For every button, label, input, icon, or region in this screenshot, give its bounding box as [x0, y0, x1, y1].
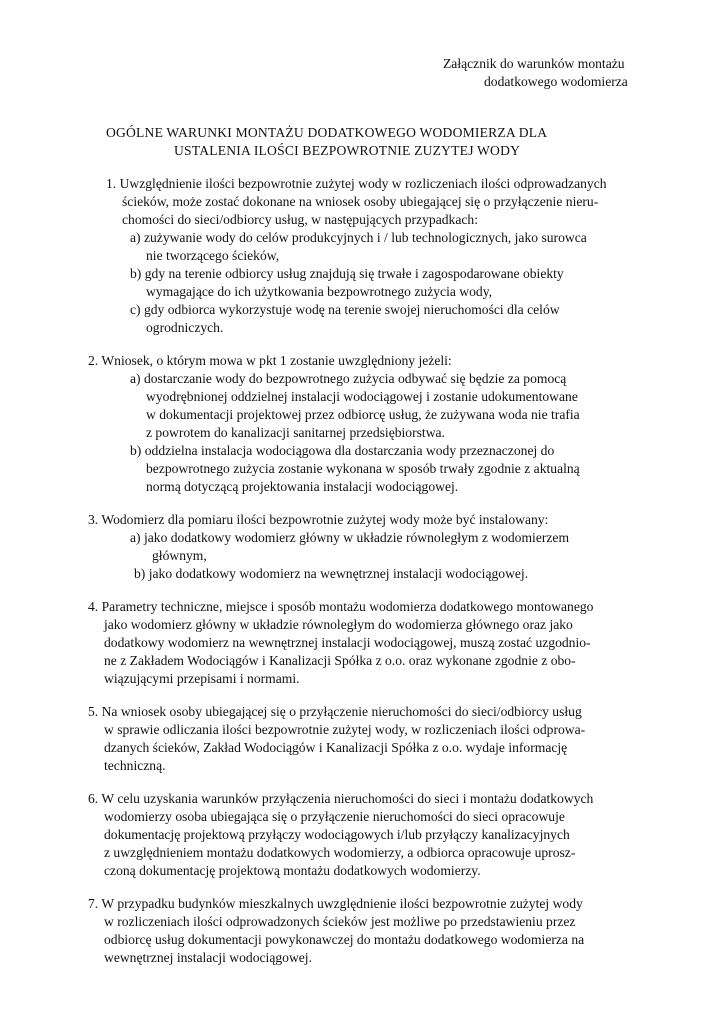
section-2-item-a: z powrotem do kanalizacji sanitarnej przedsiębiorstwa. [146, 425, 445, 440]
document-title-line-2: USTALENIA ILOŚCI BEZPOWROTNIE ZUZYTEJ WODY [174, 143, 521, 158]
section-2-item-a: a) dostarczanie wody do bezpowrotnego zużycia odbywać się będzie za pomocą [130, 371, 567, 386]
section-5-line: techniczną. [104, 758, 166, 773]
section-4-line: 4. Parametry techniczne, miejsce i sposób montażu wodomierza dodatkowego montowanego [88, 599, 594, 614]
section-3-line: 3. Wodomierz dla pomiaru ilości bezpowrotnie zużytej wody może być instalowany: [88, 512, 549, 527]
section-2-line: 2. Wniosek, o którym mowa w pkt 1 zostanie uwzględniony jeżeli: [88, 353, 452, 368]
section-1-line: chomości do sieci/odbiorcy usług, w następujących przypadkach: [122, 212, 478, 227]
attachment-note-line-1: Załącznik do warunków montażu [443, 56, 625, 71]
section-1-item-b: b) gdy na terenie odbiorcy usług znajdują się trwałe i zagospodarowane obiekty [130, 266, 564, 281]
section-3-item-b: b) jako dodatkowy wodomierz na wewnętrznej instalacji wodociągowej. [134, 566, 529, 581]
section-6-line: czoną dokumentację projektową montażu dodatkowych wodomierzy. [104, 863, 481, 878]
section-5-line: 5. Na wniosek osoby ubiegającej się o przyłączenie nieruchomości do sieci/odbiorcy usług [88, 704, 582, 719]
section-1-line: 1. Uwzględnienie ilości bezpowrotnie zużytej wody w rozliczeniach ilości odprowadzanych [106, 176, 607, 191]
section-4-line: jako wodomierz główny w układzie równoległym do wodomierza głównego oraz jako [104, 617, 573, 632]
section-7-line: wewnętrznej instalacji wodociągowej. [104, 950, 312, 965]
section-2-item-b: normą dotyczącą projektowania instalacji wodociągowej. [146, 479, 459, 494]
section-2-item-a: wyodrębnionej oddzielnej instalacji wodociągowej i zostanie udokumentowane [146, 389, 578, 404]
section-1-item-c: c) gdy odbiorca wykorzystuje wodę na terenie swojej nieruchomości dla celów [130, 302, 560, 317]
section-6-line: z uwzględnieniem montażu dodatkowych wodomierzy, a odbiorca opracowuje uprosz- [104, 845, 576, 860]
attachment-note-line-2: dodatkowego wodomierza [484, 74, 628, 89]
section-7-line: odbiorcę usług dokumentacji powykonawczej do montażu dodatkowego wodomierza na [104, 932, 585, 947]
section-4-line: dodatkowy wodomierz na wewnętrznej instalacji wodociągowej, muszą zostać uzgodnio- [104, 635, 591, 650]
section-2-item-b: b) oddzielna instalacja wodociągowa dla dostarczania wody przeznaczonej do [130, 443, 555, 458]
section-3-item-a: a) jako dodatkowy wodomierz główny w układzie równoległym z wodomierzem [130, 530, 570, 545]
section-6-line: 6. W celu uzyskania warunków przyłączenia nieruchomości do sieci i montażu dodatkowych [88, 791, 594, 806]
section-1-item-a: nie tworzącego ścieków, [146, 248, 280, 263]
document-title-line-1: OGÓLNE WARUNKI MONTAŻU DODATKOWEGO WODOMIERZA DLA [106, 125, 548, 140]
section-1-line: ścieków, może zostać dokonane na wniosek osoby ubiegającej się o przyłączenie nieru- [122, 194, 599, 209]
section-5-line: w sprawie odliczania ilości bezpowrotnie zużytej wody, w rozliczeniach ilości odprowa- [104, 722, 586, 737]
section-7-line: 7. W przypadku budynków mieszkalnych uwzględnienie ilości bezpowrotnie zużytej wody [88, 896, 583, 911]
section-6-line: dokumentację projektową przyłączy wodociągowych i/lub przyłączy kanalizacyjnych [104, 827, 570, 842]
section-3-item-a: głównym, [152, 548, 207, 563]
section-2-item-b: bezpowrotnego zużycia zostanie wykonana w sposób trwały zgodnie z aktualną [146, 461, 580, 476]
section-6-line: wodomierzy osoba ubiegająca się o przyłączenie nieruchomości do sieci opracowuje [104, 809, 565, 824]
section-7-line: w rozliczeniach ilości odprowadzonych ścieków jest możliwe po przedstawieniu przez [104, 914, 576, 929]
section-4-line: wiązującymi przepisami i normami. [104, 671, 300, 686]
section-1-item-c: ogrodniczych. [146, 320, 224, 335]
section-5-line: dzanych ścieków, Zakład Wodociągów i Kanalizacji Spółka z o.o. wydaje informację [104, 740, 568, 755]
section-1-item-b: wymagające do ich użytkowania bezpowrotnego zużycia wody, [146, 284, 493, 299]
section-2-item-a: w dokumentacji projektowej przez odbiorcę usług, że zużywana woda nie trafia [146, 407, 580, 422]
section-4-line: ne z Zakładem Wodociągów i Kanalizacji Spółka z o.o. oraz wykonane zgodnie z obo- [104, 653, 576, 668]
section-1-item-a: a) zużywanie wody do celów produkcyjnych i / lub technologicznych, jako surowca [130, 230, 587, 245]
